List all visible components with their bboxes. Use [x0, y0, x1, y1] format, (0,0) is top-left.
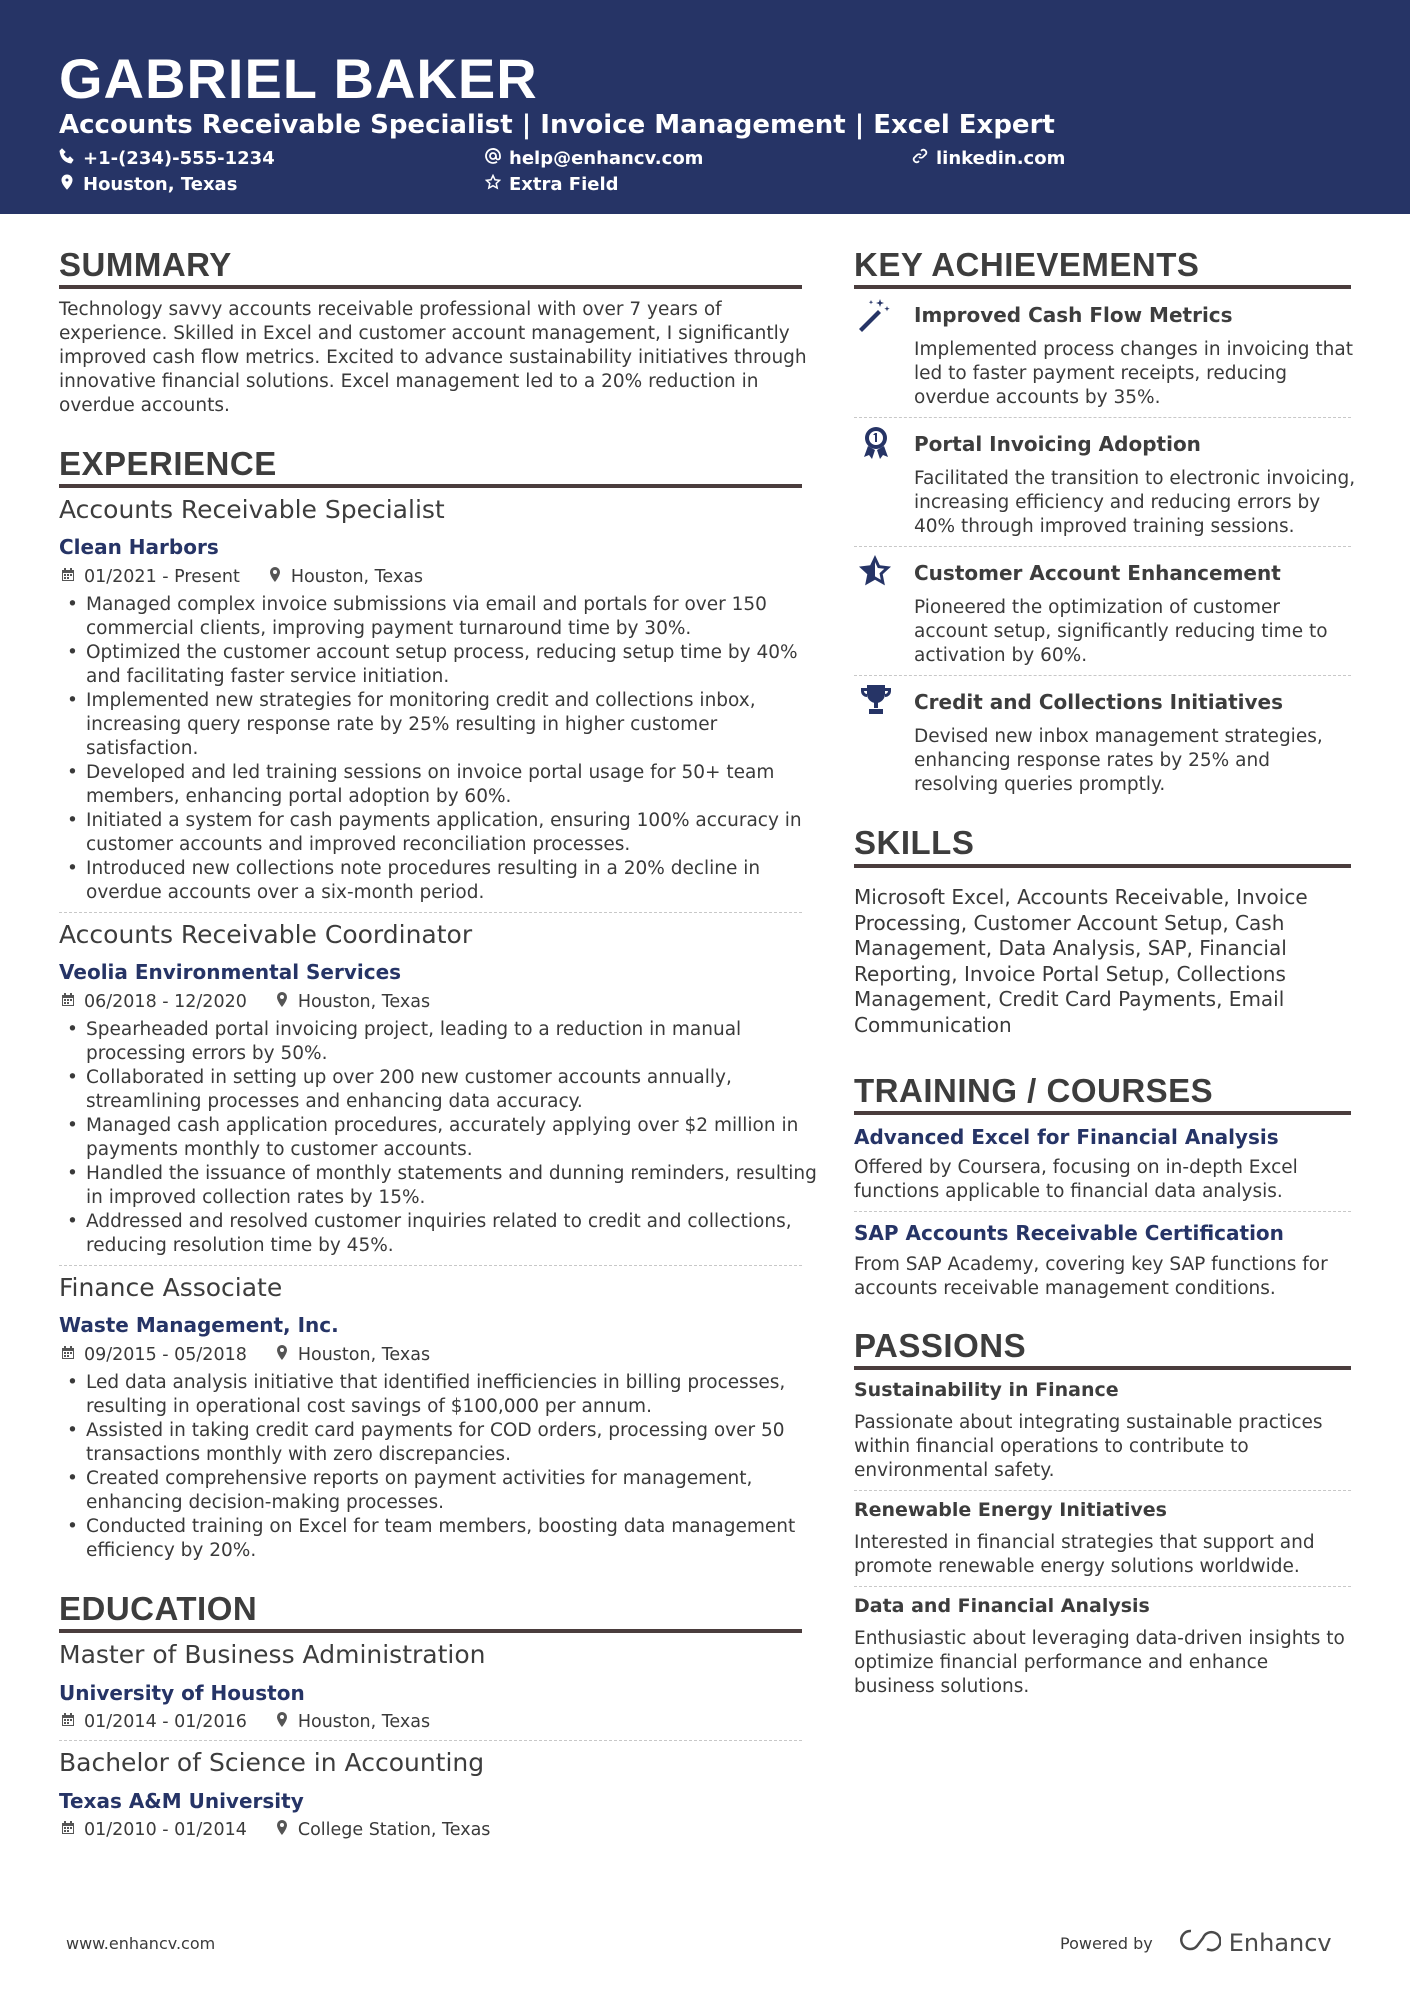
map-pin-icon — [275, 1345, 298, 1365]
list-item: • Addressed and resolved customer inquiries related to credit and collections, reducing resolution time by 45%. — [59, 1210, 819, 1258]
experience-heading: EXPERIENCE — [59, 445, 277, 482]
divider — [854, 546, 1351, 547]
job-bullets — [59, 1018, 819, 1258]
contact-phone[interactable]: +1-(234)-555-1234 — [59, 148, 275, 169]
achievement-desc: Facilitated the transition to electronic invoicing, increasing efficiency and reducing errors by 40% through improved training sessions. — [914, 468, 1356, 537]
award-ribbon-icon — [858, 425, 898, 465]
achievement-desc: Implemented process changes in invoicing that led to faster payment receipts, reducing overdue accounts by 35%. — [914, 339, 1353, 408]
training-heading: TRAINING / COURSES — [854, 1072, 1214, 1109]
footer-website[interactable]: www.enhancv.com — [66, 1934, 216, 1953]
map-pin-icon — [275, 1820, 298, 1840]
education-meta: 01/2010 - 01/2014 College Station, Texas — [61, 1820, 490, 1840]
divider — [59, 1265, 802, 1266]
at-sign-icon — [485, 148, 501, 169]
achievement-desc: Devised new inbox management strategies, enhancing response rates by 25% and resolving queries promptly. — [914, 726, 1323, 795]
divider — [59, 1740, 802, 1741]
divider — [854, 1586, 1351, 1587]
achievement-title: Improved Cash Flow Metrics — [914, 303, 1233, 327]
experience-rule — [59, 484, 802, 488]
map-pin-icon — [275, 992, 298, 1012]
achievement-title: Portal Invoicing Adoption — [914, 432, 1201, 456]
list-item: • Initiated a system for cash payments application, ensuring 100% accuracy in customer accounts and improved reconciliation processes. — [59, 809, 819, 857]
list-item: • Managed complex invoice submissions via email and portals for over 150 commercial clients, improving payment turnaround time by 30%. — [59, 593, 819, 641]
list-item: • Implemented new strategies for monitoring credit and collections inbox, increasing query response rate by 25% resulting in higher customer satisfaction. — [59, 689, 819, 761]
passion-desc: Interested in financial strategies that support and promote renewable energy solutions worldwide. — [854, 1532, 1315, 1577]
achievements-heading: KEY ACHIEVEMENTS — [854, 246, 1200, 283]
enhancv-logo[interactable]: Enhancv — [1177, 1927, 1332, 1959]
resume-header — [0, 0, 1410, 214]
star-icon — [857, 553, 897, 593]
calendar-icon — [61, 1820, 84, 1840]
divider — [854, 1211, 1351, 1212]
training-rule — [854, 1111, 1351, 1115]
achievement-title: Customer Account Enhancement — [914, 561, 1281, 585]
map-pin-icon — [275, 1712, 298, 1732]
passion-title: Data and Financial Analysis — [854, 1595, 1150, 1617]
contact-linkedin[interactable]: linkedin.com — [912, 148, 1065, 169]
job-role: Accounts Receivable Coordinator — [59, 920, 473, 949]
course-title: SAP Accounts Receivable Certification — [854, 1221, 1284, 1245]
job-role: Finance Associate — [59, 1273, 283, 1302]
passion-title: Sustainability in Finance — [854, 1379, 1119, 1401]
divider — [854, 417, 1351, 418]
passions-heading: PASSIONS — [854, 1327, 1027, 1364]
education-heading: EDUCATION — [59, 1590, 258, 1627]
magic-wand-icon — [856, 296, 896, 336]
job-bullets — [59, 1371, 819, 1563]
skills-heading: SKILLS — [854, 824, 975, 861]
list-item: • Handled the issuance of monthly statements and dunning reminders, resulting in improved collection rates by 15%. — [59, 1162, 819, 1210]
education-school: University of Houston — [59, 1681, 305, 1705]
job-meta: 01/2021 - Present Houston, Texas — [61, 567, 423, 587]
job-meta: 09/2015 - 05/2018 Houston, Texas — [61, 1345, 430, 1365]
calendar-icon — [61, 1712, 84, 1732]
list-item: • Introduced new collections note procedures resulting in a 20% decline in overdue accounts over a six-month period. — [59, 857, 819, 905]
calendar-icon — [61, 992, 84, 1012]
course-desc: Offered by Coursera, focusing on in-depth Excel functions applicable to financial data analysis. — [854, 1157, 1298, 1202]
map-pin-icon — [59, 174, 75, 195]
education-school: Texas A&M University — [59, 1789, 304, 1813]
list-item: • Developed and led training sessions on invoice portal usage for 50+ team members, enhancing portal adoption by 60%. — [59, 761, 819, 809]
job-bullets — [59, 593, 819, 905]
skills-text: Microsoft Excel, Accounts Receivable, Invoice Processing, Customer Account Setup, Cash Management, Data Analysis, SAP, Financial Reporting, Invoice Portal Setup, Collections Management, Credit Card Payments, Email Communication — [854, 885, 1308, 1037]
education-rule — [59, 1629, 802, 1633]
education-degree: Master of Business Administration — [59, 1640, 486, 1669]
contact-location: Houston, Texas — [59, 174, 237, 195]
job-company: Waste Management, Inc. — [59, 1313, 339, 1337]
candidate-tagline: Accounts Receivable Specialist | Invoice Management | Excel Expert — [59, 110, 1055, 140]
powered-by-label: Powered by — [1060, 1933, 1153, 1953]
list-item: • Led data analysis initiative that identified inefficiencies in billing processes, resulting in operational cost savings of $100,000 per annum. — [59, 1371, 819, 1419]
job-company: Clean Harbors — [59, 535, 219, 559]
phone-icon — [59, 148, 75, 169]
trophy-icon — [858, 682, 898, 722]
summary-text: Technology savvy accounts receivable professional with over 7 years of experience. Skilled in Excel and customer account management, I significantly improved cash flow metrics. Excited to advance sustainability initiatives through innovative financial solutions. Excel management led to a 20% reduction in overdue accounts. — [59, 299, 807, 416]
achievement-desc: Pioneered the optimization of customer account setup, significantly reducing time to activation by 60%. — [914, 597, 1328, 666]
list-item: • Conducted training on Excel for team members, boosting data management efficiency by 20%. — [59, 1515, 819, 1563]
passion-desc: Passionate about integrating sustainable practices within financial operations to contribute to environmental safety. — [854, 1412, 1323, 1481]
calendar-icon — [61, 567, 84, 587]
summary-heading: SUMMARY — [59, 246, 232, 283]
map-pin-icon — [268, 567, 291, 587]
skills-rule — [854, 864, 1351, 868]
contact-extra: Extra Field — [485, 174, 619, 195]
job-company: Veolia Environmental Services — [59, 960, 402, 984]
passions-rule — [854, 1366, 1351, 1370]
course-title: Advanced Excel for Financial Analysis — [854, 1125, 1279, 1149]
contact-email[interactable]: help@enhancv.com — [485, 148, 703, 169]
education-meta: 01/2014 - 01/2016 Houston, Texas — [61, 1712, 430, 1732]
list-item: • Assisted in taking credit card payments for COD orders, processing over 50 transactions monthly with zero discrepancies. — [59, 1419, 819, 1467]
education-degree: Bachelor of Science in Accounting — [59, 1748, 485, 1777]
list-item: • Collaborated in setting up over 200 new customer accounts annually, streamlining processes and enhancing data accuracy. — [59, 1066, 819, 1114]
job-role: Accounts Receivable Specialist — [59, 495, 445, 524]
job-meta: 06/2018 - 12/2020 Houston, Texas — [61, 992, 430, 1012]
candidate-name: GABRIEL BAKER — [59, 47, 538, 110]
footer-branding — [1060, 1927, 1332, 1959]
star-outline-icon — [485, 174, 501, 195]
list-item: • Created comprehensive reports on payment activities for management, enhancing decision-making processes. — [59, 1467, 819, 1515]
enhancv-logo-icon — [1177, 1927, 1221, 1959]
list-item: • Managed cash application procedures, accurately applying over $2 million in payments monthly to customer accounts. — [59, 1114, 819, 1162]
divider — [854, 675, 1351, 676]
summary-rule — [59, 285, 802, 289]
list-item: • Optimized the customer account setup process, reducing setup time by 40% and facilitating faster service initiation. — [59, 641, 819, 689]
calendar-icon — [61, 1345, 84, 1365]
divider — [854, 1490, 1351, 1491]
passion-desc: Enthusiastic about leveraging data-driven insights to optimize financial performance and enhance business solutions. — [854, 1628, 1345, 1697]
list-item: • Spearheaded portal invoicing project, leading to a reduction in manual processing errors by 50%. — [59, 1018, 819, 1066]
course-desc: From SAP Academy, covering key SAP functions for accounts receivable management conditions. — [854, 1254, 1328, 1299]
achievements-rule — [854, 285, 1351, 289]
achievement-title: Credit and Collections Initiatives — [914, 690, 1283, 714]
link-icon — [912, 148, 928, 169]
passion-title: Renewable Energy Initiatives — [854, 1499, 1167, 1521]
divider — [59, 912, 802, 913]
